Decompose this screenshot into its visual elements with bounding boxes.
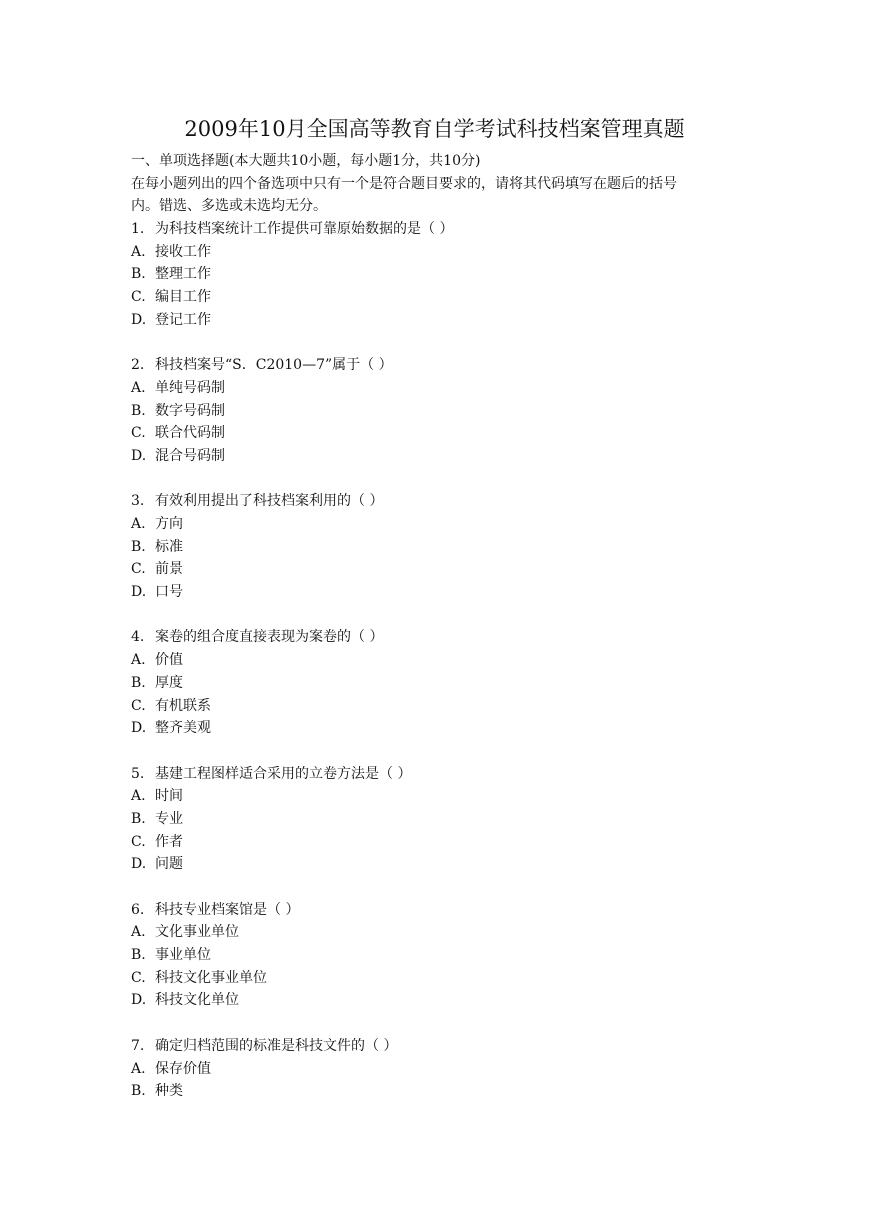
answer-option (131, 536, 751, 559)
answer-option (131, 853, 751, 876)
option-letter: B. (131, 538, 146, 555)
option-letter: A. (131, 516, 146, 532)
option-letter: D. (131, 584, 147, 601)
question-number: 4. (131, 629, 145, 646)
option-text: 口号 (155, 584, 183, 601)
option-text: 混合号码制 (155, 447, 225, 464)
option-letter: D. (131, 311, 147, 328)
option-letter: B. (131, 947, 146, 964)
question-block (131, 626, 751, 739)
option-text: 保存价值 (155, 1060, 211, 1077)
question-block (131, 763, 751, 876)
option-text: 科技文化事业单位 (155, 969, 267, 986)
option-text: 价值 (155, 652, 183, 669)
answer-option (131, 377, 751, 400)
question-stem (131, 490, 751, 513)
option-text: 种类 (155, 1083, 183, 1100)
answer-option (131, 672, 751, 695)
option-letter: D. (131, 992, 147, 1009)
option-text: 方向 (155, 516, 183, 532)
option-text: 专业 (155, 810, 183, 827)
answer-option (131, 422, 751, 445)
option-text: 时间 (155, 788, 183, 805)
answer-option (131, 989, 751, 1012)
answer-option (131, 286, 751, 309)
answer-option (131, 921, 751, 944)
instruction-line: 在每小题列出的四个备选项中只有一个是符合题目要求的，请将其代码填写在题后的括号 (131, 175, 677, 192)
option-letter: D. (131, 856, 147, 873)
option-text: 整理工作 (155, 266, 211, 283)
option-letter: A. (131, 1060, 146, 1077)
question-stem (131, 354, 751, 377)
answer-option (131, 1058, 751, 1081)
question-text: 为科技档案统计工作提供可靠原始数据的是（ ） (155, 221, 454, 238)
option-text: 作者 (155, 833, 183, 850)
question-text: 案卷的组合度直接表现为案卷的（ ） (155, 629, 384, 646)
option-letter: C. (131, 969, 146, 986)
question-block (131, 354, 751, 467)
question-text: 确定归档范围的标准是科技文件的（ ） (155, 1037, 398, 1054)
option-letter: D. (131, 720, 147, 737)
question-text: 科技档案号“S．C2010—7”属于（ ） (155, 357, 393, 374)
answer-option (131, 263, 751, 286)
question-text: 科技专业档案馆是（ ） (155, 901, 300, 918)
option-text: 登记工作 (155, 311, 211, 328)
question-stem (131, 1035, 751, 1058)
option-letter: C. (131, 425, 146, 442)
question-block (131, 218, 751, 331)
option-letter: D. (131, 447, 147, 464)
question-number: 3. (131, 493, 145, 510)
option-letter: B. (131, 266, 146, 283)
question-number: 5. (131, 765, 145, 782)
page-title: 2009年10月全国高等教育自学考试科技档案管理真题 (184, 117, 685, 141)
option-text: 编目工作 (155, 289, 211, 306)
option-letter: B. (131, 1083, 146, 1100)
answer-option (131, 649, 751, 672)
answer-option (131, 1080, 751, 1103)
question-stem (131, 899, 751, 922)
option-text: 接收工作 (155, 243, 211, 260)
option-text: 厚度 (155, 674, 183, 691)
question-block (131, 899, 751, 1012)
answer-option (131, 241, 751, 264)
option-text: 数字号码制 (155, 402, 225, 419)
question-text: 基建工程图样适合采用的立卷方法是（ ） (155, 765, 412, 782)
answer-option (131, 400, 751, 423)
question-block (131, 490, 751, 603)
answer-option (131, 513, 751, 536)
answer-option (131, 558, 751, 581)
option-letter: A. (131, 924, 146, 941)
option-text: 整齐美观 (155, 720, 211, 737)
answer-option (131, 944, 751, 967)
question-number: 7. (131, 1037, 145, 1054)
option-letter: A. (131, 652, 146, 669)
answer-option (131, 581, 751, 604)
option-text: 事业单位 (155, 947, 211, 964)
option-text: 有机联系 (155, 697, 211, 714)
option-letter: B. (131, 810, 146, 827)
question-list (131, 218, 751, 1103)
option-text: 单纯号码制 (155, 379, 225, 396)
option-letter: C. (131, 289, 146, 306)
option-letter: A. (131, 243, 146, 260)
option-letter: A. (131, 788, 146, 805)
question-text: 有效利用提出了科技档案利用的（ ） (155, 493, 384, 510)
document-body (131, 150, 751, 1103)
question-number: 6. (131, 901, 145, 918)
answer-option (131, 695, 751, 718)
question-stem (131, 218, 751, 241)
question-stem (131, 626, 751, 649)
option-text: 标准 (155, 538, 183, 555)
option-letter: A. (131, 379, 146, 396)
option-letter: C. (131, 833, 146, 850)
option-text: 科技文化单位 (155, 992, 239, 1009)
option-letter: C. (131, 697, 146, 714)
question-stem (131, 763, 751, 786)
option-letter: C. (131, 561, 146, 578)
answer-option (131, 808, 751, 831)
section-heading: 一、单项选择题(本大题共10小题，每小题1分，共10分) (131, 153, 481, 169)
answer-option (131, 785, 751, 808)
answer-option (131, 309, 751, 332)
question-block (131, 1035, 751, 1103)
answer-option (131, 445, 751, 468)
question-number: 2. (131, 357, 145, 374)
answer-option (131, 967, 751, 990)
option-letter: B. (131, 402, 146, 419)
answer-option (131, 717, 751, 740)
option-text: 联合代码制 (155, 425, 225, 442)
question-number: 1. (131, 221, 145, 238)
option-text: 前景 (155, 561, 183, 578)
option-text: 问题 (155, 856, 183, 873)
option-letter: B. (131, 674, 146, 691)
answer-option (131, 831, 751, 854)
instruction-line: 内。错选、多选或未选均无分。 (131, 198, 327, 215)
option-text: 文化事业单位 (155, 924, 239, 941)
